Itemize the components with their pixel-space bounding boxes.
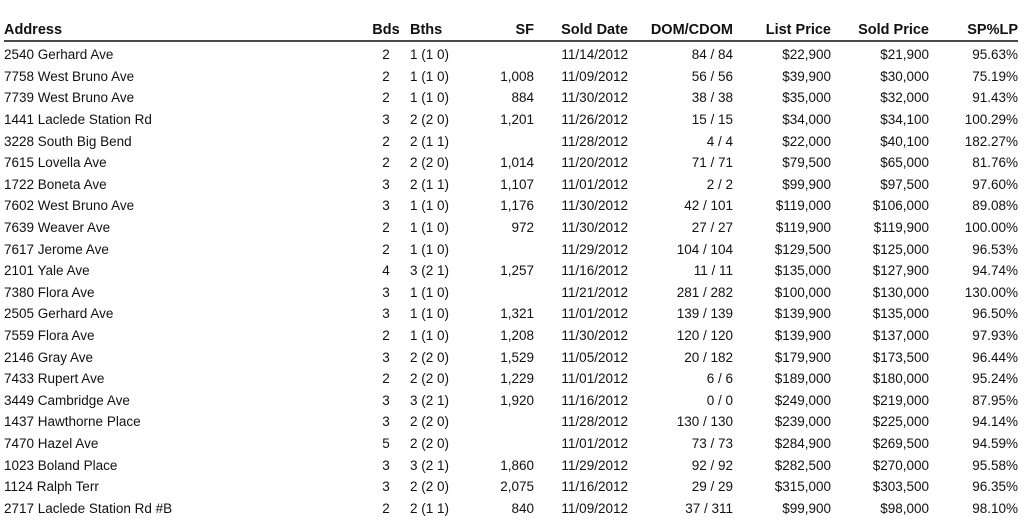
cell-beds: 3 xyxy=(382,198,390,214)
column-header-list-price: List Price xyxy=(733,14,831,41)
cell-sp-lp: 100.29% xyxy=(964,112,1018,128)
cell-list-price: $189,000 xyxy=(774,371,831,387)
cell-sold-price: $65,000 xyxy=(880,155,929,171)
cell-sold-price: $34,100 xyxy=(880,112,929,128)
cell-address: 7617 Jerome Ave xyxy=(4,241,109,257)
cell-sf: 1,208 xyxy=(500,328,534,344)
cell-list-price: $129,500 xyxy=(774,241,831,257)
cell-sf xyxy=(474,411,534,433)
sold-listings-table xyxy=(4,14,1018,519)
cell-sold-price: $173,500 xyxy=(872,349,929,365)
cell-sf: 972 xyxy=(511,220,534,236)
cell-baths: 1 (1 0) xyxy=(410,241,450,257)
cell-sold-price: $106,000 xyxy=(872,198,929,214)
cell-sp-lp: 94.59% xyxy=(972,435,1018,451)
cell-beds: 2 xyxy=(382,220,390,236)
cell-beds: 3 xyxy=(382,284,390,300)
cell-baths: 2 (2 0) xyxy=(410,112,450,128)
cell-baths: 1 (1 0) xyxy=(410,328,450,344)
cell-sf: 1,014 xyxy=(500,155,534,171)
cell-baths: 2 (2 0) xyxy=(410,414,450,430)
cell-sp-lp: 96.35% xyxy=(972,479,1018,495)
table-row xyxy=(4,433,1018,455)
cell-list-price: $139,900 xyxy=(774,306,831,322)
cell-sf: 884 xyxy=(511,90,534,106)
table-body xyxy=(4,41,1018,519)
cell-beds: 3 xyxy=(382,414,390,430)
cell-sold-date: 11/01/2012 xyxy=(561,371,628,387)
cell-dom-cdom: 29 / 29 xyxy=(691,479,733,495)
column-header-address: Address xyxy=(4,14,362,41)
column-header-sold-price: Sold Price xyxy=(831,14,929,41)
header-row xyxy=(4,14,1018,41)
cell-sp-lp: 87.95% xyxy=(972,392,1018,408)
cell-sold-price: $137,000 xyxy=(872,328,929,344)
cell-address: 1722 Boneta Ave xyxy=(4,176,107,192)
cell-baths: 2 (1 1) xyxy=(410,500,450,516)
cell-dom-cdom: 130 / 130 xyxy=(676,414,733,430)
cell-sold-date: 11/01/2012 xyxy=(561,435,628,451)
table-row xyxy=(4,476,1018,498)
cell-sf: 1,920 xyxy=(500,392,534,408)
cell-beds: 2 xyxy=(382,371,390,387)
cell-dom-cdom: 27 / 27 xyxy=(691,220,733,236)
cell-list-price: $79,500 xyxy=(782,155,831,171)
cell-sold-date: 11/30/2012 xyxy=(561,198,628,214)
cell-address: 7739 West Bruno Ave xyxy=(4,90,135,106)
table-row xyxy=(4,195,1018,217)
cell-sold-price: $30,000 xyxy=(880,68,929,84)
cell-sold-date: 11/14/2012 xyxy=(561,47,628,63)
cell-sf: 2,075 xyxy=(500,479,534,495)
cell-sp-lp: 96.53% xyxy=(972,241,1018,257)
cell-beds: 3 xyxy=(382,349,390,365)
cell-sold-date: 11/16/2012 xyxy=(561,392,628,408)
cell-dom-cdom: 281 / 282 xyxy=(676,284,733,300)
cell-sold-date: 11/01/2012 xyxy=(561,176,628,192)
cell-sf: 1,229 xyxy=(500,371,534,387)
table-row xyxy=(4,174,1018,196)
cell-sold-price: $40,100 xyxy=(880,133,929,149)
cell-beds: 3 xyxy=(382,112,390,128)
cell-sp-lp: 81.76% xyxy=(972,155,1018,171)
cell-sf: 840 xyxy=(511,500,534,516)
cell-sold-price: $127,900 xyxy=(872,263,929,279)
cell-beds: 5 xyxy=(382,435,390,451)
cell-sold-price: $130,000 xyxy=(872,284,929,300)
cell-sp-lp: 91.43% xyxy=(972,90,1018,106)
cell-beds: 2 xyxy=(382,155,390,171)
cell-address: 2540 Gerhard Ave xyxy=(4,47,114,63)
column-header-sp-lp: SP%LP xyxy=(929,14,1018,41)
column-header-sf: SF xyxy=(474,14,534,41)
cell-list-price: $179,900 xyxy=(774,349,831,365)
cell-beds: 3 xyxy=(382,392,390,408)
table-row xyxy=(4,109,1018,131)
cell-dom-cdom: 120 / 120 xyxy=(676,328,733,344)
cell-list-price: $249,000 xyxy=(774,392,831,408)
cell-sf: 1,529 xyxy=(500,349,534,365)
cell-baths: 1 (1 0) xyxy=(410,198,450,214)
column-header-sold-date: Sold Date xyxy=(534,14,628,41)
cell-list-price: $282,500 xyxy=(774,457,831,473)
cell-address: 2717 Laclede Station Rd #B xyxy=(4,500,173,516)
cell-dom-cdom: 71 / 71 xyxy=(691,155,733,171)
cell-baths: 3 (2 1) xyxy=(410,457,450,473)
cell-sold-price: $303,500 xyxy=(872,479,929,495)
cell-sold-price: $98,000 xyxy=(880,500,929,516)
cell-address: 2146 Gray Ave xyxy=(4,349,94,365)
table-row xyxy=(4,217,1018,239)
table-row xyxy=(4,238,1018,260)
cell-dom-cdom: 4 / 4 xyxy=(706,133,733,149)
cell-sf: 1,201 xyxy=(500,112,534,128)
cell-dom-cdom: 56 / 56 xyxy=(691,68,733,84)
table-row xyxy=(4,260,1018,282)
cell-sf xyxy=(474,238,534,260)
cell-list-price: $119,900 xyxy=(775,220,831,236)
cell-sp-lp: 89.08% xyxy=(972,198,1018,214)
cell-list-price: $315,000 xyxy=(774,479,831,495)
cell-address: 7615 Lovella Ave xyxy=(4,155,107,171)
table-row xyxy=(4,41,1018,66)
cell-dom-cdom: 11 / 11 xyxy=(693,263,733,279)
column-header-baths: Bths xyxy=(410,14,474,41)
cell-sold-price: $269,500 xyxy=(872,435,929,451)
cell-baths: 1 (1 0) xyxy=(410,47,450,63)
cell-sp-lp: 182.27% xyxy=(964,133,1018,149)
cell-sold-date: 11/09/2012 xyxy=(561,500,628,516)
cell-dom-cdom: 6 / 6 xyxy=(706,371,733,387)
cell-sold-date: 11/29/2012 xyxy=(561,241,628,257)
cell-beds: 2 xyxy=(382,68,390,84)
cell-sold-date: 11/29/2012 xyxy=(561,457,628,473)
cell-list-price: $99,900 xyxy=(782,500,831,516)
cell-list-price: $34,000 xyxy=(782,112,831,128)
cell-list-price: $99,900 xyxy=(782,176,831,192)
cell-sold-price: $32,000 xyxy=(880,90,929,106)
cell-beds: 4 xyxy=(382,263,390,279)
table-row xyxy=(4,497,1018,519)
cell-baths: 2 (1 1) xyxy=(410,133,450,149)
cell-sold-price: $135,000 xyxy=(872,306,929,322)
cell-sold-price: $225,000 xyxy=(872,414,929,430)
table-row xyxy=(4,152,1018,174)
cell-sf xyxy=(474,130,534,152)
cell-sp-lp: 97.60% xyxy=(972,176,1018,192)
cell-sold-date: 11/01/2012 xyxy=(561,306,628,322)
table-row xyxy=(4,390,1018,412)
cell-sf xyxy=(474,41,534,66)
cell-baths: 2 (2 0) xyxy=(410,479,450,495)
cell-address: 1441 Laclede Station Rd xyxy=(4,112,152,128)
cell-beds: 3 xyxy=(382,176,390,192)
cell-sp-lp: 94.74% xyxy=(972,263,1018,279)
table-row xyxy=(4,454,1018,476)
cell-list-price: $22,000 xyxy=(782,133,831,149)
table-row xyxy=(4,130,1018,152)
cell-beds: 2 xyxy=(382,133,390,149)
cell-sold-date: 11/30/2012 xyxy=(561,90,628,106)
cell-baths: 2 (2 0) xyxy=(410,435,450,451)
cell-sp-lp: 130.00% xyxy=(964,284,1018,300)
cell-dom-cdom: 92 / 92 xyxy=(691,457,733,473)
cell-address: 1023 Boland Place xyxy=(4,457,118,473)
cell-baths: 2 (2 0) xyxy=(410,349,450,365)
cell-list-price: $239,000 xyxy=(774,414,831,430)
cell-sold-price: $219,000 xyxy=(872,392,929,408)
cell-address: 7559 Flora Ave xyxy=(4,328,95,344)
cell-sold-date: 11/09/2012 xyxy=(561,68,628,84)
column-header-beds: Bds xyxy=(362,14,410,41)
cell-dom-cdom: 84 / 84 xyxy=(691,47,733,63)
cell-sp-lp: 96.44% xyxy=(972,349,1018,365)
table-row xyxy=(4,368,1018,390)
table-header xyxy=(4,14,1018,41)
cell-dom-cdom: 73 / 73 xyxy=(691,435,733,451)
table-row xyxy=(4,66,1018,88)
cell-sold-date: 11/30/2012 xyxy=(561,220,628,236)
cell-dom-cdom: 42 / 101 xyxy=(684,198,733,214)
table-row xyxy=(4,325,1018,347)
cell-sf: 1,860 xyxy=(500,457,534,473)
column-header-dom-cdom: DOM/CDOM xyxy=(628,14,733,41)
cell-baths: 3 (2 1) xyxy=(410,392,450,408)
cell-dom-cdom: 139 / 139 xyxy=(676,306,733,322)
cell-sold-date: 11/16/2012 xyxy=(561,479,628,495)
cell-baths: 2 (2 0) xyxy=(410,371,450,387)
cell-address: 1437 Hawthorne Place xyxy=(4,414,141,430)
cell-baths: 1 (1 0) xyxy=(410,306,450,322)
cell-dom-cdom: 104 / 104 xyxy=(676,241,733,257)
cell-list-price: $119,000 xyxy=(775,198,831,214)
cell-sp-lp: 94.14% xyxy=(972,414,1018,430)
cell-sf xyxy=(474,282,534,304)
cell-sold-date: 11/28/2012 xyxy=(561,414,628,430)
table-row xyxy=(4,411,1018,433)
cell-baths: 2 (2 0) xyxy=(410,155,450,171)
cell-address: 7433 Rupert Ave xyxy=(4,371,105,387)
cell-dom-cdom: 37 / 311 xyxy=(685,500,733,516)
cell-sold-price: $119,900 xyxy=(873,220,929,236)
cell-beds: 2 xyxy=(382,241,390,257)
cell-address: 7470 Hazel Ave xyxy=(4,435,99,451)
cell-dom-cdom: 0 / 0 xyxy=(706,392,733,408)
cell-sp-lp: 95.58% xyxy=(972,457,1018,473)
cell-address: 7380 Flora Ave xyxy=(4,284,95,300)
cell-sold-date: 11/21/2012 xyxy=(561,284,628,300)
cell-list-price: $100,000 xyxy=(774,284,831,300)
cell-sf: 1,107 xyxy=(500,176,534,192)
cell-baths: 2 (1 1) xyxy=(410,176,450,192)
cell-address: 2505 Gerhard Ave xyxy=(4,306,114,322)
cell-list-price: $139,900 xyxy=(774,328,831,344)
cell-beds: 2 xyxy=(382,90,390,106)
cell-address: 2101 Yale Ave xyxy=(4,263,90,279)
cell-sold-date: 11/05/2012 xyxy=(561,349,628,365)
table-row xyxy=(4,282,1018,304)
cell-dom-cdom: 15 / 15 xyxy=(691,112,733,128)
cell-sf xyxy=(474,433,534,455)
cell-sp-lp: 95.24% xyxy=(972,371,1018,387)
cell-dom-cdom: 20 / 182 xyxy=(684,349,733,365)
cell-beds: 3 xyxy=(382,479,390,495)
cell-sp-lp: 100.00% xyxy=(964,220,1018,236)
cell-sf: 1,257 xyxy=(500,263,534,279)
cell-beds: 2 xyxy=(382,47,390,63)
cell-sp-lp: 97.93% xyxy=(972,328,1018,344)
cell-beds: 2 xyxy=(382,328,390,344)
cell-dom-cdom: 2 / 2 xyxy=(706,176,733,192)
cell-sold-price: $125,000 xyxy=(872,241,929,257)
cell-list-price: $39,900 xyxy=(782,68,831,84)
table-row xyxy=(4,87,1018,109)
cell-baths: 1 (1 0) xyxy=(410,220,450,236)
cell-beds: 3 xyxy=(382,457,390,473)
cell-list-price: $35,000 xyxy=(782,90,831,106)
cell-sp-lp: 75.19% xyxy=(972,68,1018,84)
cell-sp-lp: 96.50% xyxy=(972,306,1018,322)
cell-sold-date: 11/30/2012 xyxy=(561,328,628,344)
table-row xyxy=(4,346,1018,368)
cell-sp-lp: 98.10% xyxy=(972,500,1018,516)
cell-sold-price: $97,500 xyxy=(880,176,929,192)
cell-address: 7602 West Bruno Ave xyxy=(4,198,135,214)
cell-list-price: $135,000 xyxy=(774,263,831,279)
cell-sold-date: 11/26/2012 xyxy=(561,112,628,128)
cell-list-price: $22,900 xyxy=(782,47,831,63)
cell-baths: 1 (1 0) xyxy=(410,68,450,84)
cell-address: 3449 Cambridge Ave xyxy=(4,392,130,408)
table-row xyxy=(4,303,1018,325)
cell-baths: 1 (1 0) xyxy=(410,284,450,300)
cell-sp-lp: 95.63% xyxy=(972,47,1018,63)
cell-dom-cdom: 38 / 38 xyxy=(691,90,733,106)
cell-address: 7758 West Bruno Ave xyxy=(4,68,135,84)
cell-sold-date: 11/16/2012 xyxy=(561,263,628,279)
cell-sold-price: $180,000 xyxy=(872,371,929,387)
cell-sold-price: $270,000 xyxy=(872,457,929,473)
cell-sold-date: 11/28/2012 xyxy=(561,133,628,149)
cell-sf: 1,008 xyxy=(500,68,534,84)
cell-address: 1124 Ralph Terr xyxy=(4,479,99,495)
cell-address: 3228 South Big Bend xyxy=(4,133,132,149)
cell-sold-price: $21,900 xyxy=(880,47,929,63)
cell-sf: 1,321 xyxy=(500,306,534,322)
cell-baths: 1 (1 0) xyxy=(410,90,450,106)
cell-sold-date: 11/20/2012 xyxy=(561,155,628,171)
cell-baths: 3 (2 1) xyxy=(410,263,450,279)
cell-beds: 3 xyxy=(382,306,390,322)
cell-beds: 2 xyxy=(382,500,390,516)
cell-address: 7639 Weaver Ave xyxy=(4,220,111,236)
cell-list-price: $284,900 xyxy=(774,435,831,451)
cell-sf: 1,176 xyxy=(500,198,534,214)
